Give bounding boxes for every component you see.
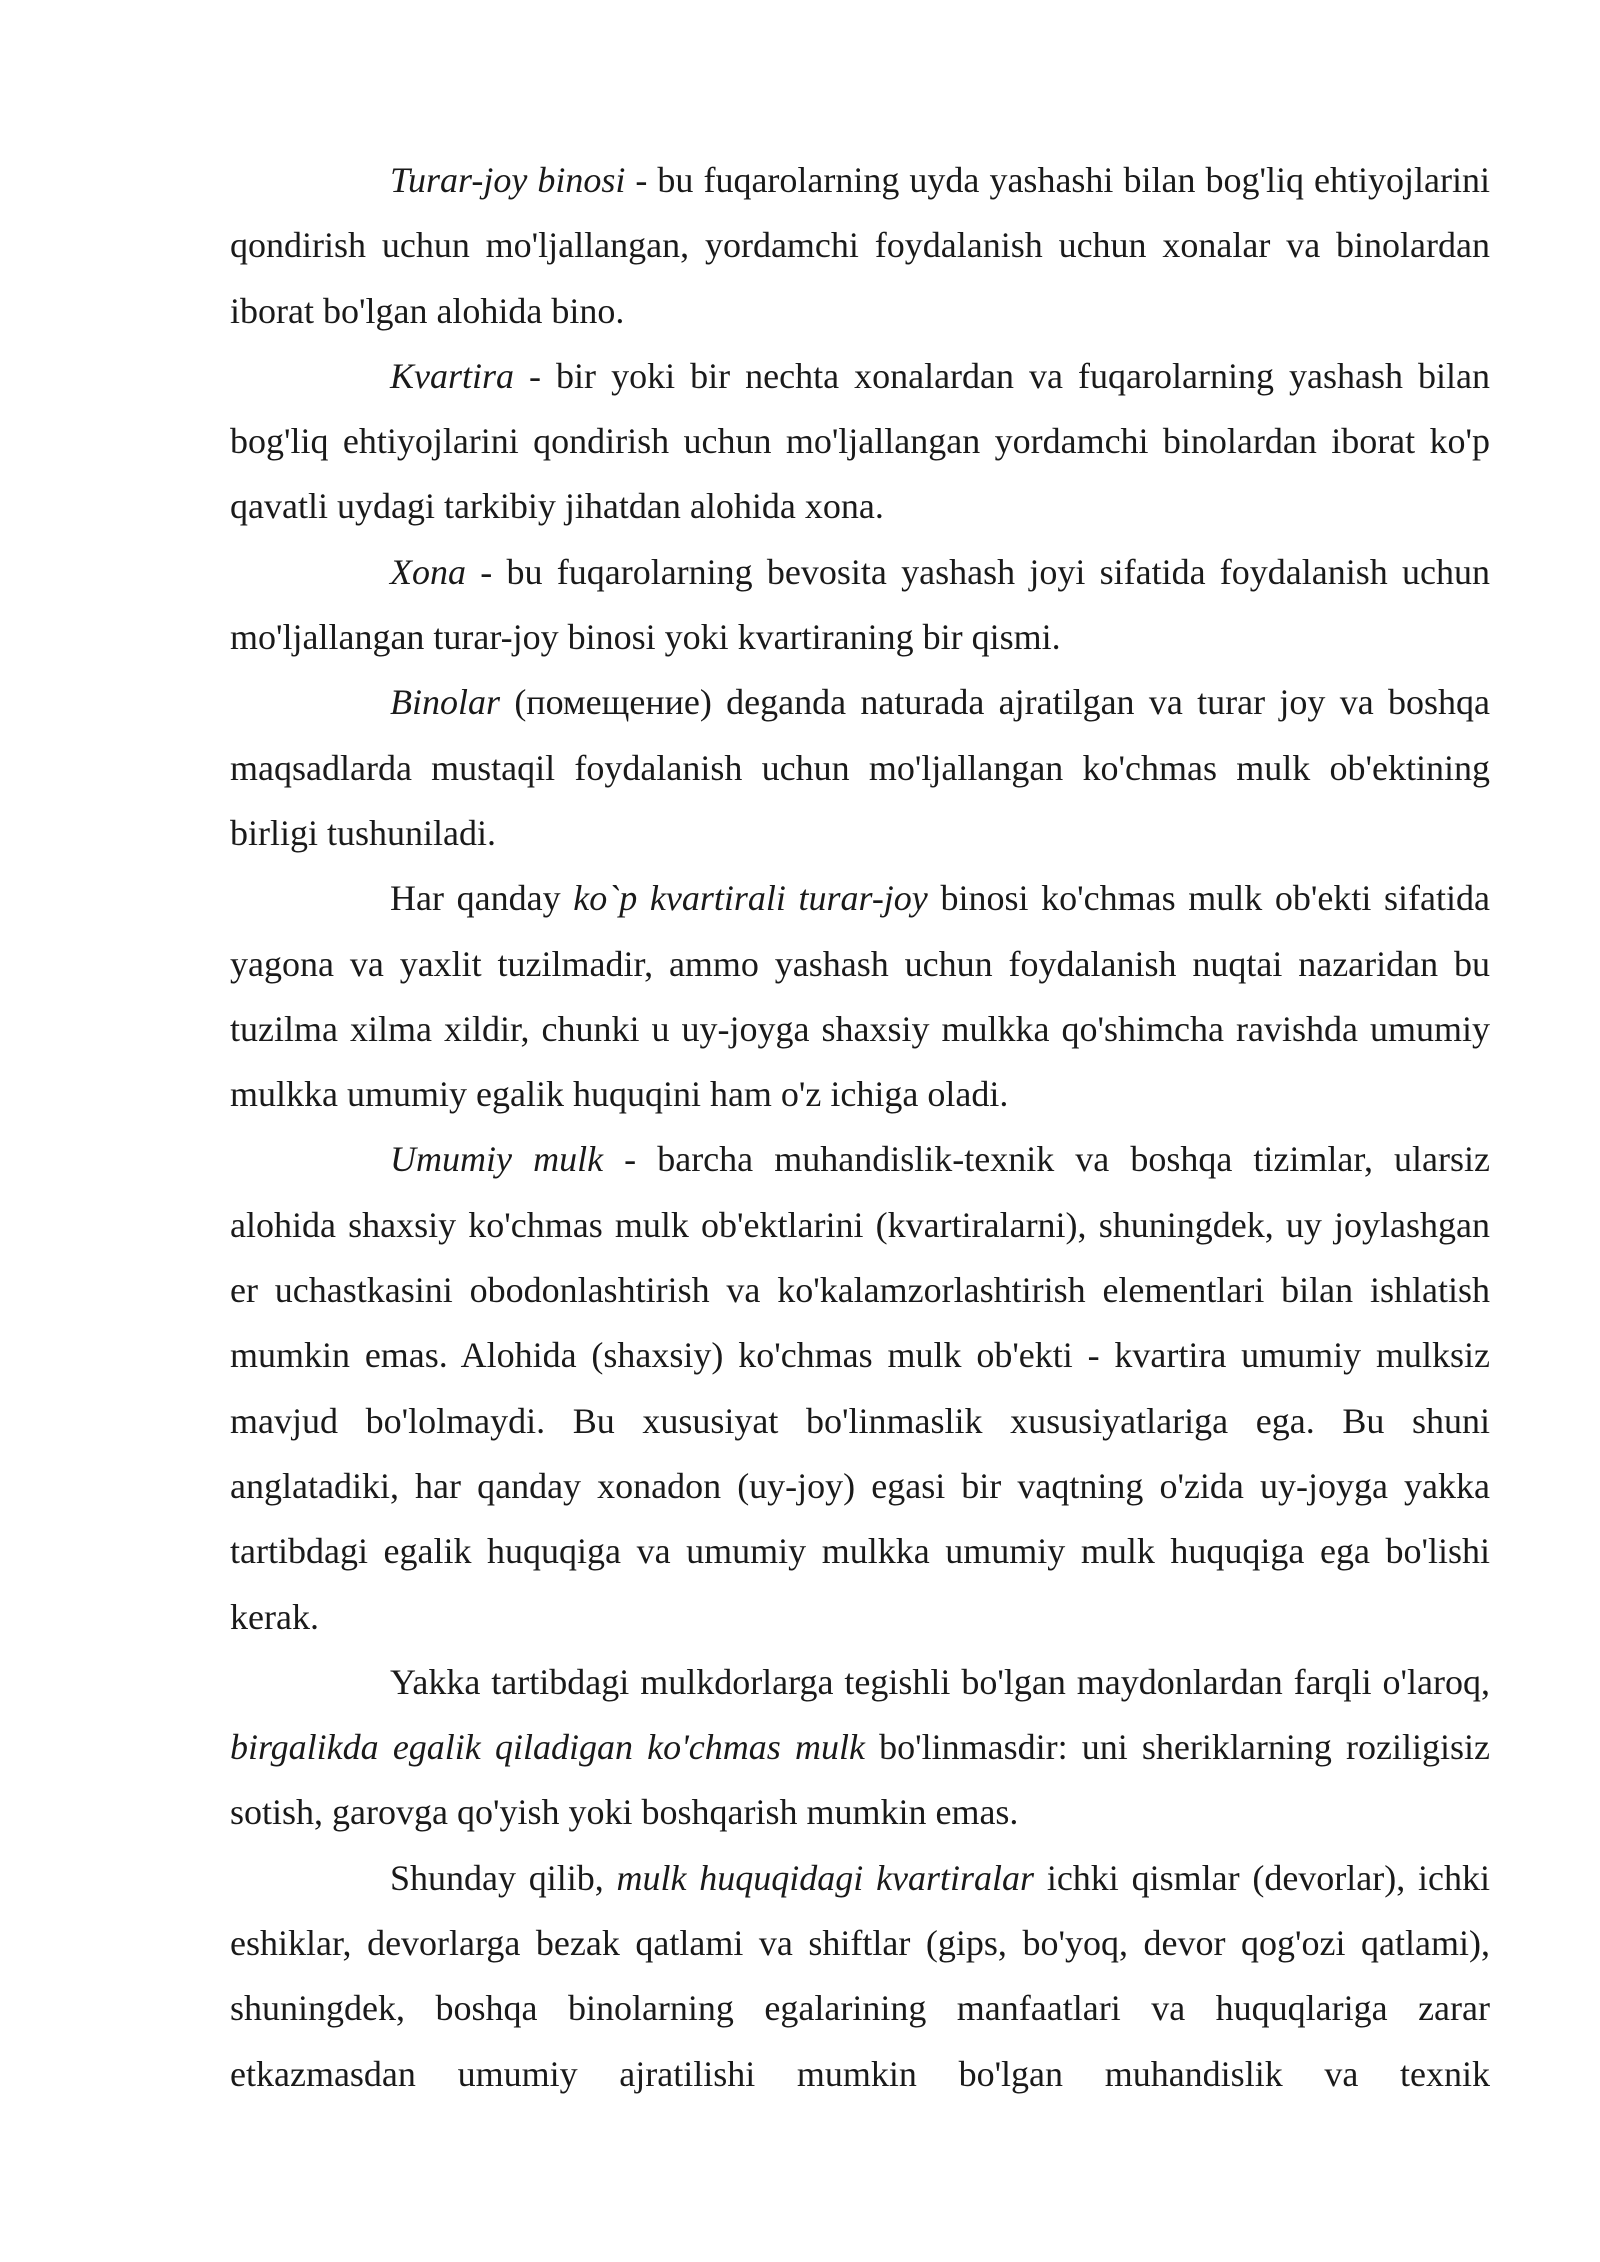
term-kop-kvartirali-turar-joy: ko`p kvartirali turar-joy: [573, 878, 928, 919]
paragraph-xona: [230, 540, 1490, 671]
paragraph-lead-text: Har qanday: [390, 878, 574, 919]
paragraph-kvartira: [230, 344, 1490, 540]
paragraph-kop-kvartirali: [230, 866, 1490, 1127]
term-xona: Xona: [390, 551, 466, 592]
term-kvartira: Kvartira: [390, 355, 515, 396]
paragraph-text: (помещение) deganda naturada ajratilgan va turar joy va boshqa maqsadlarda mustaqil foydalanish uchun mo'ljallangan ko'chmas mulk ob'ektining birligi tushuniladi.: [230, 682, 1490, 853]
paragraph-birgalikda-egalik: [230, 1650, 1490, 1846]
paragraph-text: - barcha muhandislik-texnik va boshqa tizimlar, ularsiz alohida shaxsiy ko'chmas mulk ob'ektlarini (kvartiralarni), shuningdek, uy joylashgan er uchastkasini obodonlashtirish va ko'kalamzorlashtirish elementlari bilan ishlatish mumkin emas. Alohida (shaxsiy) ko'chmas mulk ob'ekti - kvartira umumiy mulksiz mavjud bo'lolmaydi. Bu xususiyat bo'linmaslik xususiyatlariga ega. Bu shuni anglatadiki, har qanday xonadon (uy-joy) egasi bir vaqtning o'zida uy-joyga yakka tartibdagi egalik huquqiga va umumiy mulkka umumiy mulk huquqiga ega bo'lishi kerak.: [230, 1139, 1490, 1637]
document-body: [230, 148, 1490, 2107]
term-mulk-huquqidagi-kvartiralar: mulk huquqidagi kvartiralar: [616, 1857, 1035, 1898]
paragraph-umumiy-mulk: [230, 1127, 1490, 1649]
term-turar-joy-binosi: Turar-joy binosi: [390, 160, 626, 200]
paragraph-turar-joy-binosi: [230, 148, 1490, 344]
paragraph-text: bo'linmasdir: uni sheriklarning roziligisiz sotish, garovga qo'yish yoki boshqarish mumkin emas.: [230, 1727, 1490, 1833]
paragraph-binolar: [230, 670, 1490, 866]
term-umumiy-mulk: Umumiy mulk: [390, 1139, 604, 1180]
term-birgalikda-egalik: birgalikda egalik qiladigan ko'chmas mulk: [230, 1727, 865, 1768]
paragraph-text: - bir yoki bir nechta xonalardan va fuqarolarning yashash bilan bog'liq ehtiyojlarini qondirish uchun mo'ljallangan yordamchi binolardan iborat ko'p qavatli uydagi tarkibiy jihatdan alohida xona.: [230, 355, 1490, 527]
paragraph-text: - bu fuqarolarning bevosita yashash joyi sifatida foydalanish uchun mo'ljallangan turar-joy binosi yoki kvartiraning bir qismi.: [230, 551, 1490, 658]
term-binolar: Binolar: [390, 682, 501, 723]
paragraph-text: ichki qismlar (devorlar), ichki eshiklar, devorlarga bezak qatlami va shiftlar (gips, bo'yoq, devor qog'ozi qatlami), shuningdek, boshqa binolarning egalarining manfaatlari va huquqlariga zarar etkazmasdan umumiy ajratilishi mumkin bo'lgan muhandislik va texnik: [230, 1857, 1490, 2094]
paragraph-lead-text: Yakka tartibdagi mulkdorlarga tegishli bo'lgan maydonlardan farqli o'laroq,: [390, 1661, 1490, 1702]
paragraph-text: binosi ko'chmas mulk ob'ekti sifatida yagona va yaxlit tuzilmadir, ammo yashash uchun foydalanish nuqtai nazaridan bu tuzilma xilma xildir, chunki u uy-joyga shaxsiy mulkka qo'shimcha ravishda umumiy mulkka umumiy egalik huquqini ham o'z ichiga oladi.: [230, 878, 1490, 1115]
paragraph-mulk-huquqidagi: [230, 1846, 1490, 2107]
paragraph-lead-text: Shunday qilib,: [390, 1857, 617, 1898]
paragraph-text: - bu fuqarolarning uyda yashashi bilan bog'liq ehtiyojlarini qondirish uchun mo'ljallangan, yordamchi foydalanish uchun xonalar va binolardan iborat bo'lgan alohida bino.: [230, 160, 1490, 331]
